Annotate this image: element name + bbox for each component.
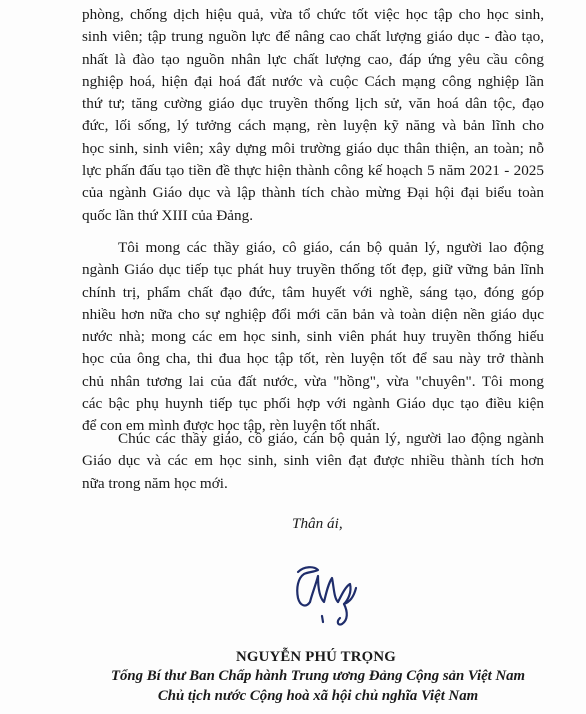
paragraph-line: nữa trong năm học mới.: [82, 474, 228, 492]
paragraph-line: Giáo dục và các em học sinh, sinh viên đạt được nhiều thành tích hơn: [82, 452, 544, 470]
paragraph-line: ngành Giáo dục tiếp tục phát huy truyền thống tốt đẹp, giữ vững bản lĩnh: [82, 261, 544, 279]
signer-name: NGUYỄN PHÚ TRỌNG: [236, 649, 396, 665]
paragraph-line: lực phấn đấu tạo tiền đề thực hiện thành công kế hoạch 5 năm 2021 - 2025: [82, 162, 544, 180]
paragraph-line: nghiệp hoá, hiện đại hoá đất nước và cuộc Cách mạng công nghiệp lần: [82, 72, 544, 90]
paragraph-line: Tôi mong các thầy giáo, cô giáo, cán bộ quản lý, người lao động: [118, 239, 544, 256]
paragraph-line: đức, lối sống, lý tưởng cách mạng, rèn luyện kỹ năng và bản lĩnh cho: [82, 117, 544, 135]
paragraph-line: học sinh, sinh viên; xây dựng môi trường giáo dục thân thiện, an toàn; nỗ: [82, 139, 544, 157]
paragraph-line: nhất là đào tạo nguồn nhân lực chất lượng cao, đáp ứng yêu cầu công: [82, 50, 544, 68]
paragraph-line: Chúc các thầy giáo, cô giáo, cán bộ quản lý, người lao động ngành: [118, 430, 544, 447]
paragraph-line: các bậc phụ huynh tiếp tục phối hợp với ngành Giáo dục tạo điều kiện: [82, 395, 544, 413]
letter-paragraph-3: [82, 428, 544, 495]
paragraph-line: chính trị, phẩm chất đạo đức, tâm huyết với nghề, sáng tạo, đóng góp: [82, 283, 544, 301]
letter-paragraph-1: [82, 4, 544, 227]
paragraph-line: nước nhà; mong các em học sinh, sinh viên phát huy truyền thống hiếu: [82, 328, 544, 346]
paragraph-line: quốc lần thứ XIII của Đảng.: [82, 206, 254, 224]
paragraph-line: thứ tư; tăng cường giáo dục truyền thống lịch sử, văn hoá dân tộc, đạo: [82, 95, 544, 113]
paragraph-line: chủ nhân tương lai của đất nước, vừa "hồng", vừa "chuyên". Tôi mong: [82, 372, 544, 390]
paragraph-line: sinh viên; tập trung nguồn lực để nâng cao chất lượng giáo dục - đào tạo,: [82, 28, 544, 46]
paragraph-line: phòng, chống dịch hiệu quả, vừa tổ chức tốt việc học tập cho học sinh,: [82, 6, 544, 23]
paragraph-line: nhiều hơn nữa cho sự nghiệp đổi mới căn bản và toàn diện nền giáo dục: [82, 305, 544, 323]
signer-title-line-2: Chủ tịch nước Cộng hoà xã hội chủ nghĩa Việt Nam: [157, 688, 479, 704]
signer-title-line-1: Tổng Bí thư Ban Chấp hành Trung ương Đảng Cộng sản Việt Nam: [110, 668, 526, 684]
handwritten-signature: [288, 558, 364, 638]
letter-paragraph-2: [82, 237, 544, 438]
paragraph-line: để con em mình được học tập, rèn luyện tốt nhất.: [82, 417, 380, 435]
closing-salutation: Thân ái,: [292, 515, 343, 532]
paragraph-line: học của ông cha, thi đua học tập tốt, rèn luyện tốt để sau này trở thành: [82, 350, 544, 368]
paragraph-line: của ngành Giáo dục và lập thành tích chào mừng Đại hội đại biểu toàn: [82, 184, 544, 202]
